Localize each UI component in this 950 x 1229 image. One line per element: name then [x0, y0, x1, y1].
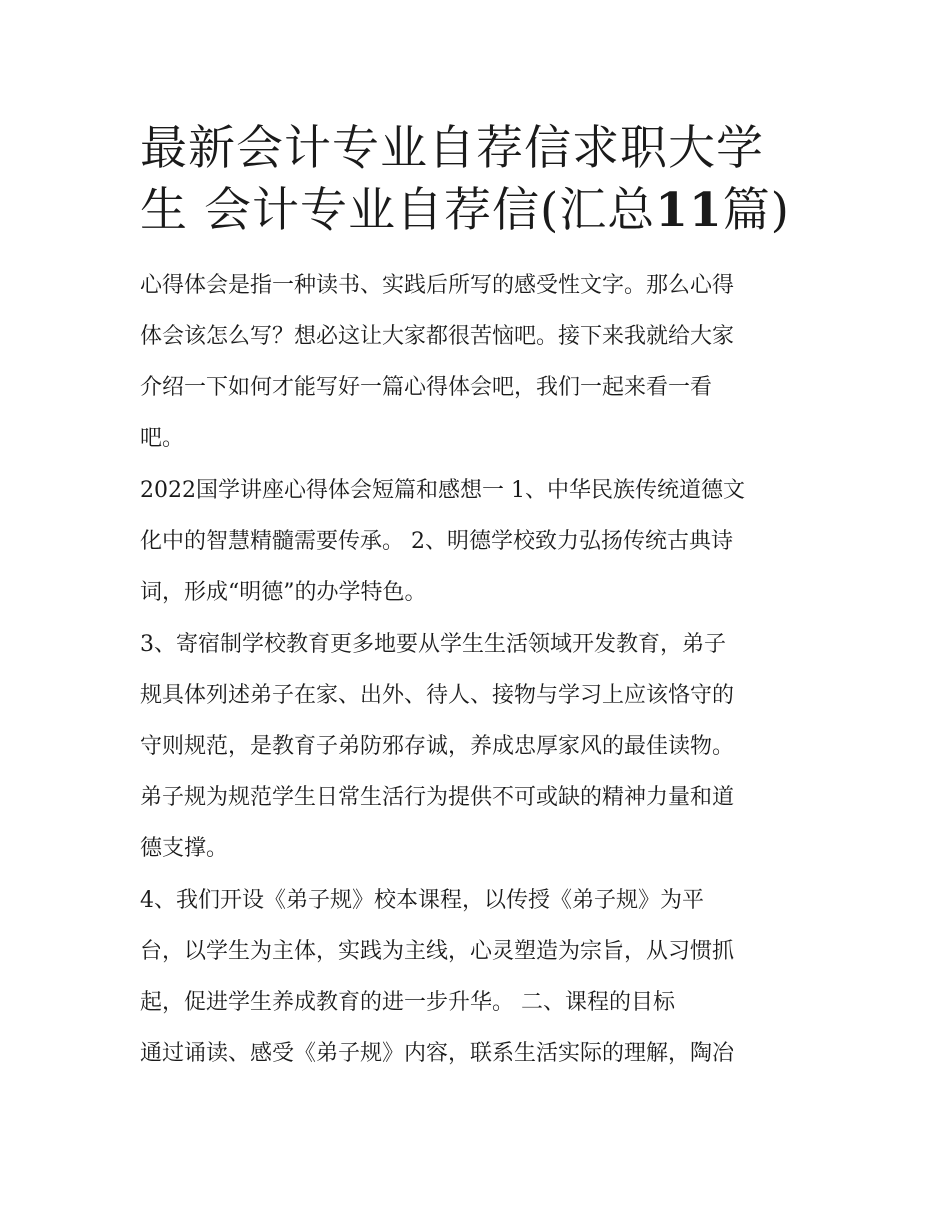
- paragraph-boarding-school: [140, 619, 812, 874]
- title-line-1: 最新会计专业自荐信求职大学: [140, 121, 764, 176]
- paragraph-line: 心得体会是指一种读书、实践后所写的感受性文字。那么心得: [140, 273, 735, 298]
- paragraph-line: 3、寄宿制学校教育更多地要从学生生活领域开发教育，弟子: [140, 632, 726, 657]
- paragraph-intro: [140, 260, 812, 464]
- paragraph-line: 4、我们开设《弟子规》校本课程，以传授《弟子规》为平: [140, 888, 704, 913]
- paragraph-line: 2022国学讲座心得体会短篇和感想一 1、中华民族传统道德文: [140, 478, 745, 503]
- paragraph-line: 弟子规为规范学生日常生活行为提供不可或缺的精神力量和道: [140, 785, 735, 810]
- paragraph-line: 吧。: [140, 426, 185, 451]
- paragraph-line: 台，以学生为主体，实践为主线，心灵塑造为宗旨，从习惯抓: [140, 939, 735, 964]
- paragraph-line: 德支撑。: [140, 836, 229, 861]
- paragraph-line: 化中的智慧精髓需要传承。 2、明德学校致力弘扬传统古典诗: [140, 529, 733, 554]
- paragraph-line: 词，形成“明德”的办学特色。: [140, 580, 427, 605]
- paragraph-line: 守则规范，是教育子弟防邪存诚，养成忠厚家风的最佳读物。: [140, 734, 735, 759]
- title-line-2: 生 会计专业自荐信(汇总11篇): [140, 183, 791, 238]
- paragraph-line: 介绍一下如何才能写好一篇心得体会吧，我们一起来看一看: [140, 375, 713, 400]
- paragraph-line: 通过诵读、感受《弟子规》内容，联系生活实际的理解，陶冶: [140, 1041, 735, 1066]
- document-page: [140, 118, 812, 1080]
- paragraph-lecture: [140, 465, 812, 618]
- paragraph-line: 起，促进学生养成教育的进一步升华。 二、课程的目标: [140, 990, 675, 1015]
- document-title: [140, 118, 812, 242]
- paragraph-line: 规具体列述弟子在家、出外、待人、接物与学习上应该恪守的: [140, 683, 735, 708]
- paragraph-course: [140, 875, 812, 1079]
- paragraph-line: 体会该怎么写？想必这让大家都很苦恼吧。接下来我就给大家: [140, 324, 735, 349]
